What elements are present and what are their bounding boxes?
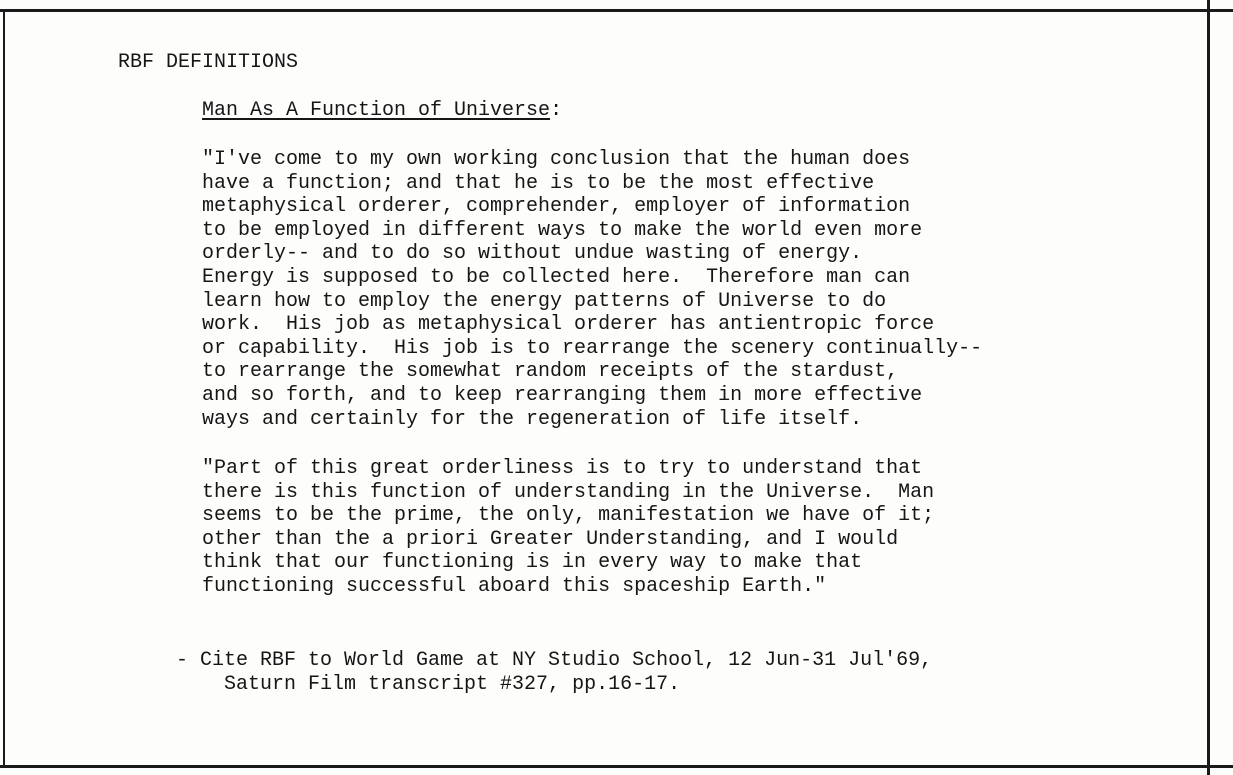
definition-title-text: Man As A Function of Universe <box>202 99 551 122</box>
bottom-border-line <box>0 765 1233 768</box>
definition-title <box>202 99 562 123</box>
quote-paragraph-1: "I've come to my own working conclusion that the human does have a function; and that he is to be the most effective metaphysical orderer, comprehender, employer of information to be employed in different ways to make the world even more orderly-- and to do so without undue wasting of energy. Energy is supposed to be collected here. Therefore man can learn how to employ the energy patterns of Universe to do work. His job as metaphysical orderer has antientropic force or capability. His job is to rearrange the scenery continually-- to rearrange the somewhat random receipts of the stardust, and so forth, and to keep rearranging them in more effective ways and certainly for the regeneration of life itself. <box>202 148 983 431</box>
definition-title-colon: : <box>550 99 563 122</box>
document-header: RBF DEFINITIONS <box>118 51 299 74</box>
quote-paragraph-2: "Part of this great orderliness is to try to understand that there is this function of understanding in the Universe. Man seems to be the prime, the only, manifestation we have of it; other than the a priori Greater Understanding, and I would think that our functioning is in every way to make that functioning successful aboard this spaceship Earth." <box>202 457 935 598</box>
right-border-line <box>1207 0 1210 775</box>
left-border-line <box>3 9 5 768</box>
citation: - Cite RBF to World Game at NY Studio School, 12 Jun-31 Jul'69, Saturn Film transcript #327, pp.16-17. <box>176 649 933 696</box>
top-border-line <box>0 9 1233 12</box>
